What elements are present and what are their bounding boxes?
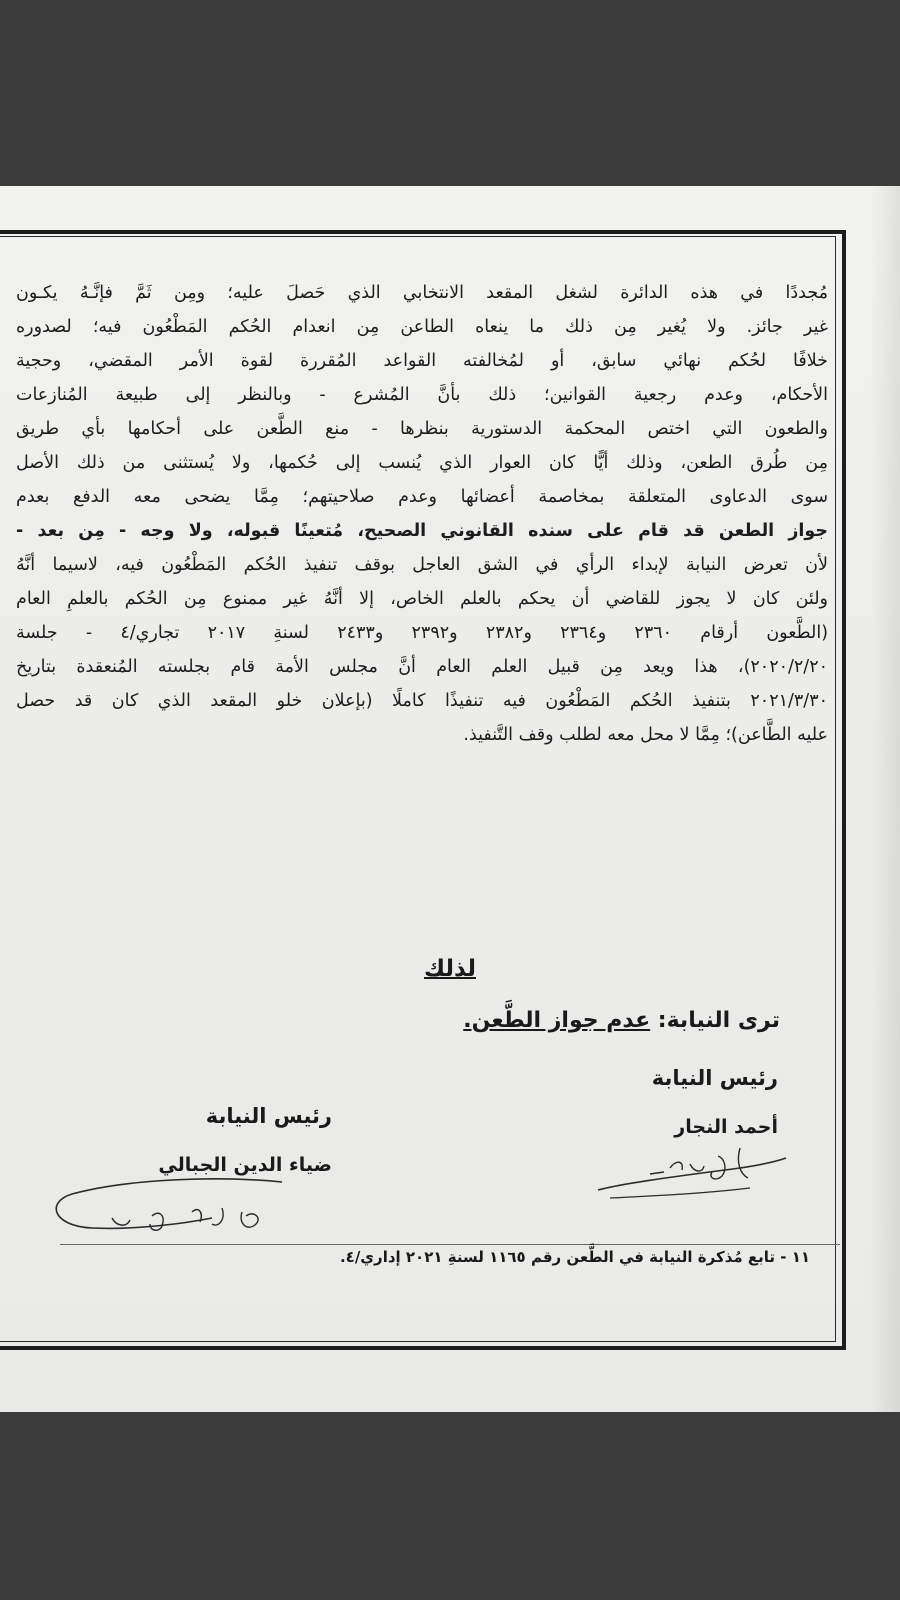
prosecution-opinion [463, 1008, 780, 1033]
body-line-10: ولئن كان لا يجوز للقاضي أن يحكم بالعلم الخاص، إلا أنَّهُ غير ممنوع مِن الحُكم بالعلمِ العام [16, 589, 828, 609]
page-footer: ١١ - تابع مُذكرة النيابة في الطَّعن رقم ١١٦٥ لسنةِ ٢٠٢١ إداري/٤. [339, 1248, 810, 1266]
handwritten-signature-left [42, 1172, 292, 1252]
body-line-7: سوى الدعاوى المتعلقة بمخاصمة أعضائها وعدم صلاحيتهم؛ مِمَّا يضحى معه الدفع بعدم [16, 487, 828, 507]
body-line-13: ٢٠٢١/٣/٣٠ بتنفيذ الحُكم المَطْعُون فيه تنفيذًا كاملًا (بإعلان خلو المقعد الذي كان قد حصل [16, 691, 828, 711]
body-line-9: لأن تعرض النيابة لإبداء الرأي في الشق العاجل بوقف تنفيذ الحُكم المَطْعُون فيه، لاسيما أنَّهُ [16, 555, 828, 575]
heading-text: لذلك [424, 956, 476, 982]
body-line-5: والطعون التي اختص المحكمة الدستورية بنظرها - منع الطَّعن على أحكامها بأي طريق [16, 419, 828, 439]
signatory-name: ضياء الدين الجبالي [158, 1154, 332, 1176]
opinion-label: ترى النيابة: [657, 1008, 780, 1033]
body-line-14: عليه الطَّاعن)؛ مِمَّا لا محل معه لطلب وقف التَّنفيذ. [463, 725, 828, 745]
section-heading [0, 956, 900, 982]
body-line-11: (الطَّعون أرقام ٢٣٦٠ و٢٣٦٤ و٢٣٨٢ و٢٣٩٢ و٢٤٣٣ لسنةِ ٢٠١٧ تجاري/٤ - جلسة [16, 623, 828, 643]
signatory-left [158, 1104, 332, 1176]
body-line-12: ٢٠٢٠/٢/٢٠)، هذا ويعد مِن قبيل العلم العام أنَّ مجلس الأمة قام بجلسته المُنعقدة بتاريخ [16, 657, 828, 677]
body-line-4: الأحكام، وعدم رجعية القوانين؛ ذلك بأنَّ المُشرع - وبالنظر إلى طبيعة المُنازعات [16, 385, 828, 405]
signatory-title: رئيس النيابة [651, 1066, 778, 1090]
body-line-3: خلافًا لحُكم نهائي سابق، أو لمُخالفته القواعد المُقررة لقوة الأمر المقضي، وحجية [16, 351, 828, 371]
page-edge-shadow [870, 186, 900, 1412]
dark-background-top [0, 0, 900, 186]
footer-divider [60, 1244, 840, 1245]
signatory-name: أحمد النجار [674, 1116, 778, 1138]
dark-background-bottom [0, 1412, 900, 1600]
body-line-6: مِن طُرق الطعن، وذلك أيًّا كان العوار الذي يُنسب إلى حُكمها، ولا يُستثنى من ذلك الأصل [16, 453, 828, 473]
memo-body [16, 276, 828, 752]
body-line-2: غير جائز. ولا يُغير مِن ذلك ما ينعاه الطاعن مِن انعدام الحُكم المَطْعُون فيه؛ لصدوره [16, 317, 828, 337]
body-line-8: جواز الطعن قد قام على سنده القانوني الصحيح، مُتعينًا قبوله، ولا وجه - مِن بعد - [16, 521, 828, 541]
signatory-title: رئيس النيابة [205, 1104, 332, 1128]
signatory-right [652, 1066, 778, 1138]
document-page [0, 186, 900, 1412]
handwritten-signature-right [590, 1138, 790, 1208]
opinion-value: عدم جواز الطَّعن. [463, 1008, 651, 1033]
body-line-1: مُجددًا في هذه الدائرة لشغل المقعد الانتخابي الذي حَصلَ عليه؛ ومِن ثَمَّ فإنَّـهُ يكـون [16, 283, 828, 303]
